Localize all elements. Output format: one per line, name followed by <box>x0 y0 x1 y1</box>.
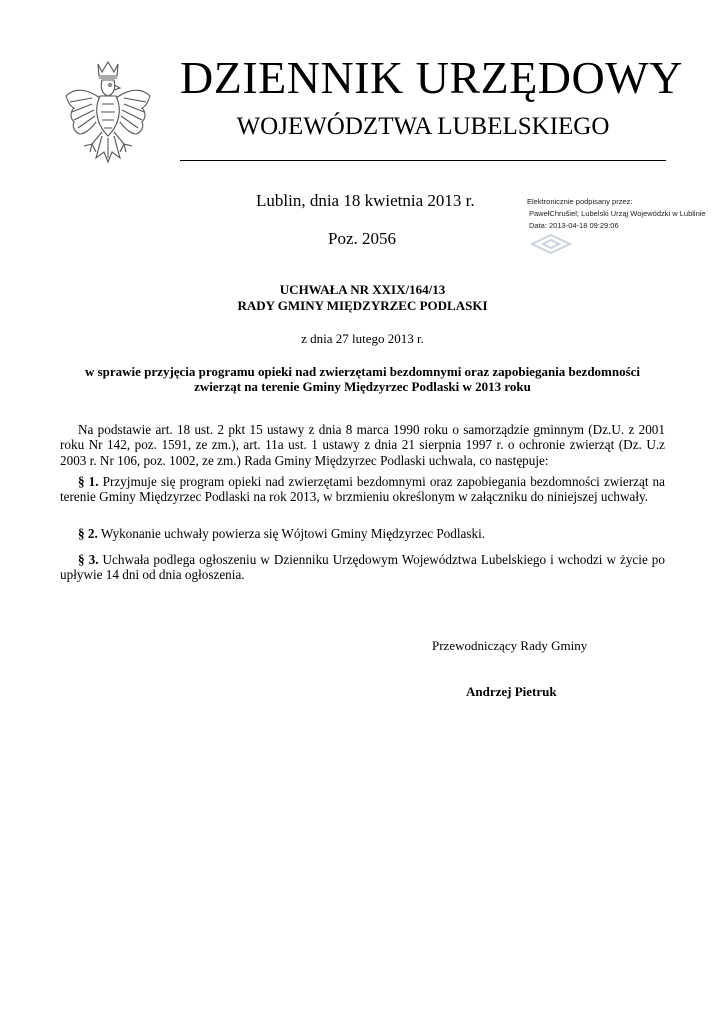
position-number: Poz. 2056 <box>328 229 396 248</box>
section-1-paragraph <box>60 474 665 505</box>
legal-basis-paragraph: Na podstawie art. 18 ust. 2 pkt 15 ustawy z dnia 8 marca 1990 roku o samorządzie gminnym (Dz.U. z 2001 roku Nr 142, poz. 1591, ze zm.), art. 11a ust. 1 ustawy z dnia 21 sierpnia 1997 r. o ochronie zwierząt (Dz. U.z 2003 r. Nr 106, poz. 1002, ze zm.) Rada Gminy Międzyrzec Podlaski uchwala, co następuje: <box>60 422 665 468</box>
subject-line-1: w sprawie przyjęcia programu opieki nad zwierzętami bezdomnymi oraz zapobiegania bezdomności <box>84 364 641 379</box>
masthead-divider <box>180 160 666 161</box>
section-2-mark: § 2. <box>78 526 98 541</box>
section-1-text: Przyjmuje się program opieki nad zwierzętami bezdomnymi oraz zapobiegania bezdomności zwierząt na terenie Gminy Międzyrzec Podlaski na rok 2013, w brzmieniu określonym w załączniku do niniejszej uchwały. <box>60 474 665 505</box>
eagle-emblem-icon <box>62 58 154 166</box>
resolution-number: UCHWAŁA NR XXIX/164/13 <box>279 282 446 297</box>
section-2-paragraph <box>60 526 665 541</box>
chairman-title: Przewodniczący Rady Gminy <box>432 638 588 653</box>
place-date: Lublin, dnia 18 kwietnia 2013 r. <box>256 191 475 210</box>
chairman-name: Andrzej Pietruk <box>466 684 557 699</box>
signature-heading: Elektronicznie podpisany przez: <box>527 197 633 206</box>
section-1-mark: § 1. <box>78 474 99 489</box>
resolution-date: z dnia 27 lutego 2013 r. <box>301 331 424 346</box>
section-3-paragraph <box>60 552 665 583</box>
signature-date: Data: 2013-04-18 09:29:06 <box>529 221 619 230</box>
subject-line-2: zwierząt na terenie Gminy Międzyrzec Podlaski w 2013 roku <box>194 379 531 394</box>
section-2-text: Wykonanie uchwały powierza się Wójtowi Gminy Międzyrzec Podlaski. <box>97 526 486 541</box>
section-3-mark: § 3. <box>78 552 99 567</box>
journal-title: DZIENNIK URZĘDOWY <box>180 52 683 103</box>
signature-stamp-icon <box>528 232 574 256</box>
resolution-subject <box>60 364 665 394</box>
section-3-text: Uchwała podlega ogłoszeniu w Dzienniku Urzędowym Województwa Lubelskiego i wchodzi w życie po upływie 14 dni od dnia ogłoszenia. <box>60 552 665 583</box>
journal-subtitle: WOJEWÓDZTWA LUBELSKIEGO <box>236 113 610 140</box>
resolution-council: RADY GMINY MIĘDZYRZEC PODLASKI <box>237 298 488 313</box>
signature-signer: PawełChrušiel; Lubelski Urząj Wojewódzki w Lublinie <box>529 209 706 218</box>
